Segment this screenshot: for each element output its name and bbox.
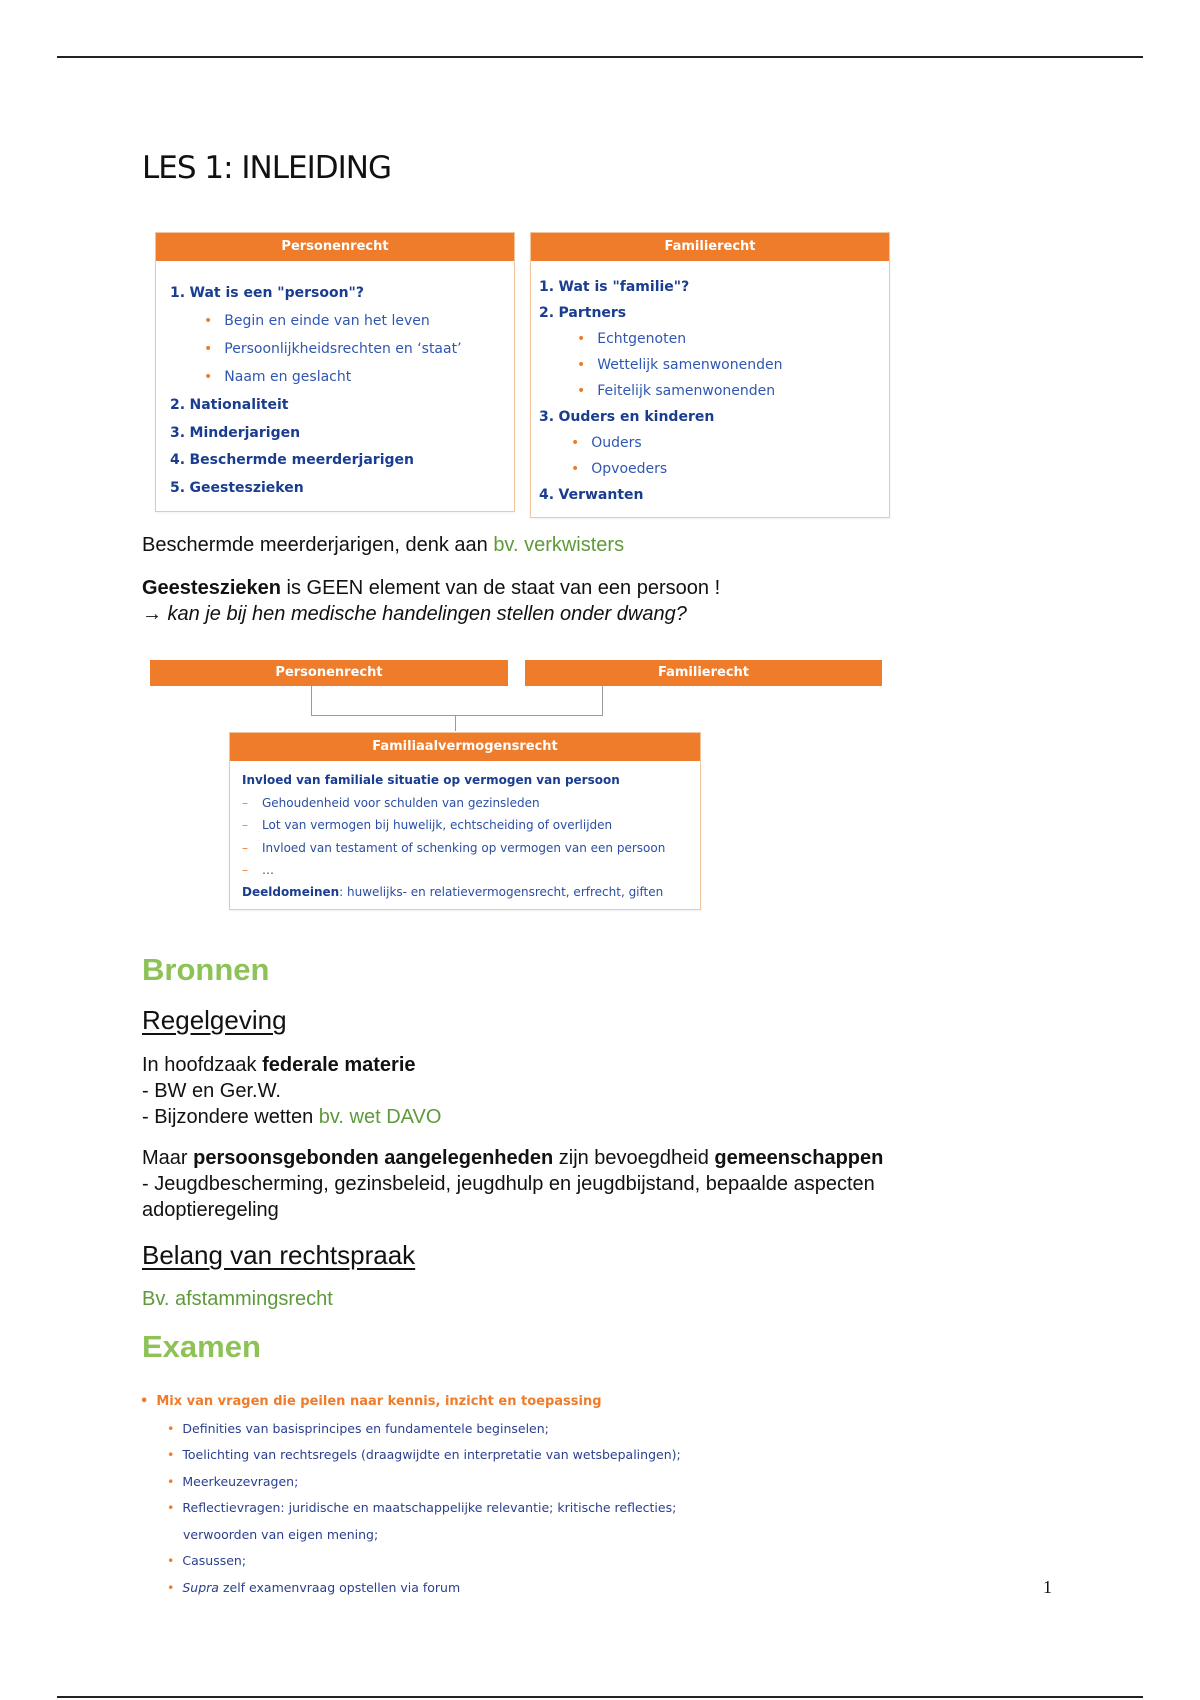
diagram-familierecht: Familierecht bbox=[525, 660, 882, 686]
list-item: 2. Partners bbox=[539, 305, 627, 321]
list-item: • Definities van basisprincipes en fundamentele beginselen; bbox=[167, 1421, 549, 1436]
paragraph-bw: - BW en Ger.W. bbox=[142, 1080, 281, 1102]
list-item: • Naam en geslacht bbox=[204, 369, 352, 385]
top-rule bbox=[57, 56, 1143, 58]
list-item: • Persoonlijkheidsrechten en ‘staat’ bbox=[204, 341, 462, 357]
paragraph-gemeenschappen: Maar persoonsgebonden aangelegenheden zijn bevoegdheid gemeenschappen bbox=[142, 1147, 884, 1169]
paragraph-adoptie: adoptieregeling bbox=[142, 1199, 279, 1221]
list-item: 4. Beschermde meerderjarigen bbox=[170, 452, 414, 468]
list-item: • Feitelijk samenwonenden bbox=[577, 383, 776, 399]
familierecht-box bbox=[530, 232, 890, 518]
paragraph-afstamming: Bv. afstammingsrecht bbox=[142, 1288, 333, 1310]
list-item: – Invloed van testament of schenking op vermogen van een persoon bbox=[242, 841, 666, 855]
paragraph-arrow-question: → kan je bij hen medische handelingen stellen onder dwang? bbox=[142, 603, 687, 625]
list-item: – Gehoudenheid voor schulden van gezinsleden bbox=[242, 796, 540, 810]
list-item: • Supra zelf examenvraag opstellen via forum bbox=[167, 1580, 461, 1595]
heading-bronnen: Bronnen bbox=[142, 952, 270, 987]
familiaalvermogensrecht-header: Familiaalvermogensrecht bbox=[230, 733, 700, 761]
diagram-footer: Deeldomeinen: huwelijks- en relatievermogensrecht, erfrecht, giften bbox=[242, 885, 664, 899]
list-item: • Begin en einde van het leven bbox=[204, 313, 430, 329]
arrow-icon: → bbox=[142, 603, 162, 625]
list-item: 3. Ouders en kinderen bbox=[539, 409, 715, 425]
list-item: 4. Verwanten bbox=[539, 487, 644, 503]
list-item: • Meerkeuzevragen; bbox=[167, 1474, 299, 1489]
bottom-rule bbox=[57, 1696, 1143, 1698]
paragraph-bijzondere: - Bijzondere wetten bv. wet DAVO bbox=[142, 1106, 442, 1128]
list-item: • Toelichting van rechtsregels (draagwijdte en interpretatie van wetsbepalingen); bbox=[167, 1447, 681, 1462]
heading-rechtspraak: Belang van rechtspraak bbox=[142, 1240, 416, 1270]
list-item: • Reflectievragen: juridische en maatschappelijke relevantie; kritische reflecties; bbox=[167, 1500, 677, 1515]
list-item: • Casussen; bbox=[167, 1553, 247, 1568]
diagram-personenrecht: Personenrecht bbox=[150, 660, 508, 686]
list-item: • Opvoeders bbox=[571, 461, 668, 477]
familierecht-header: Familierecht bbox=[531, 233, 889, 261]
paragraph-geesteszieken: Geesteszieken is GEEN element van de staat van een persoon ! bbox=[142, 577, 721, 599]
diagram-connector-down bbox=[455, 715, 456, 731]
personenrecht-header: Personenrecht bbox=[156, 233, 514, 261]
list-item: • Echtgenoten bbox=[577, 331, 687, 347]
diagram-lead: Invloed van familiale situatie op vermogen van persoon bbox=[242, 773, 620, 787]
examen-lead: • Mix van vragen die peilen naar kennis, inzicht en toepassing bbox=[140, 1394, 602, 1409]
paragraph-jeugd: - Jeugdbescherming, gezinsbeleid, jeugdhulp en jeugdbijstand, bepaalde aspecten bbox=[142, 1173, 875, 1195]
paragraph-beschermde: Beschermde meerderjarigen, denk aan bv. verkwisters bbox=[142, 534, 625, 556]
list-item: – Lot van vermogen bij huwelijk, echtscheiding of overlijden bbox=[242, 818, 613, 832]
list-item-continued: verwoorden van eigen mening; bbox=[183, 1527, 379, 1542]
paragraph-federale: In hoofdzaak federale materie bbox=[142, 1054, 416, 1076]
diagram-connector bbox=[311, 686, 603, 716]
page-number: 1 bbox=[1043, 1577, 1052, 1597]
list-item: 5. Geesteszieken bbox=[170, 480, 304, 496]
heading-examen: Examen bbox=[142, 1329, 261, 1364]
list-item: 3. Minderjarigen bbox=[170, 425, 301, 441]
heading-regelgeving: Regelgeving bbox=[142, 1005, 287, 1035]
page-title: LES 1: INLEIDING bbox=[142, 150, 391, 186]
list-item: • Ouders bbox=[571, 435, 642, 451]
list-item: 1. Wat is een "persoon"? bbox=[170, 285, 364, 301]
list-item: • Wettelijk samenwonenden bbox=[577, 357, 783, 373]
list-item: 2. Nationaliteit bbox=[170, 397, 289, 413]
list-item: – … bbox=[242, 863, 274, 877]
familiaalvermogensrecht-box bbox=[229, 732, 701, 910]
list-item: 1. Wat is "familie"? bbox=[539, 279, 690, 295]
personenrecht-box bbox=[155, 232, 515, 512]
